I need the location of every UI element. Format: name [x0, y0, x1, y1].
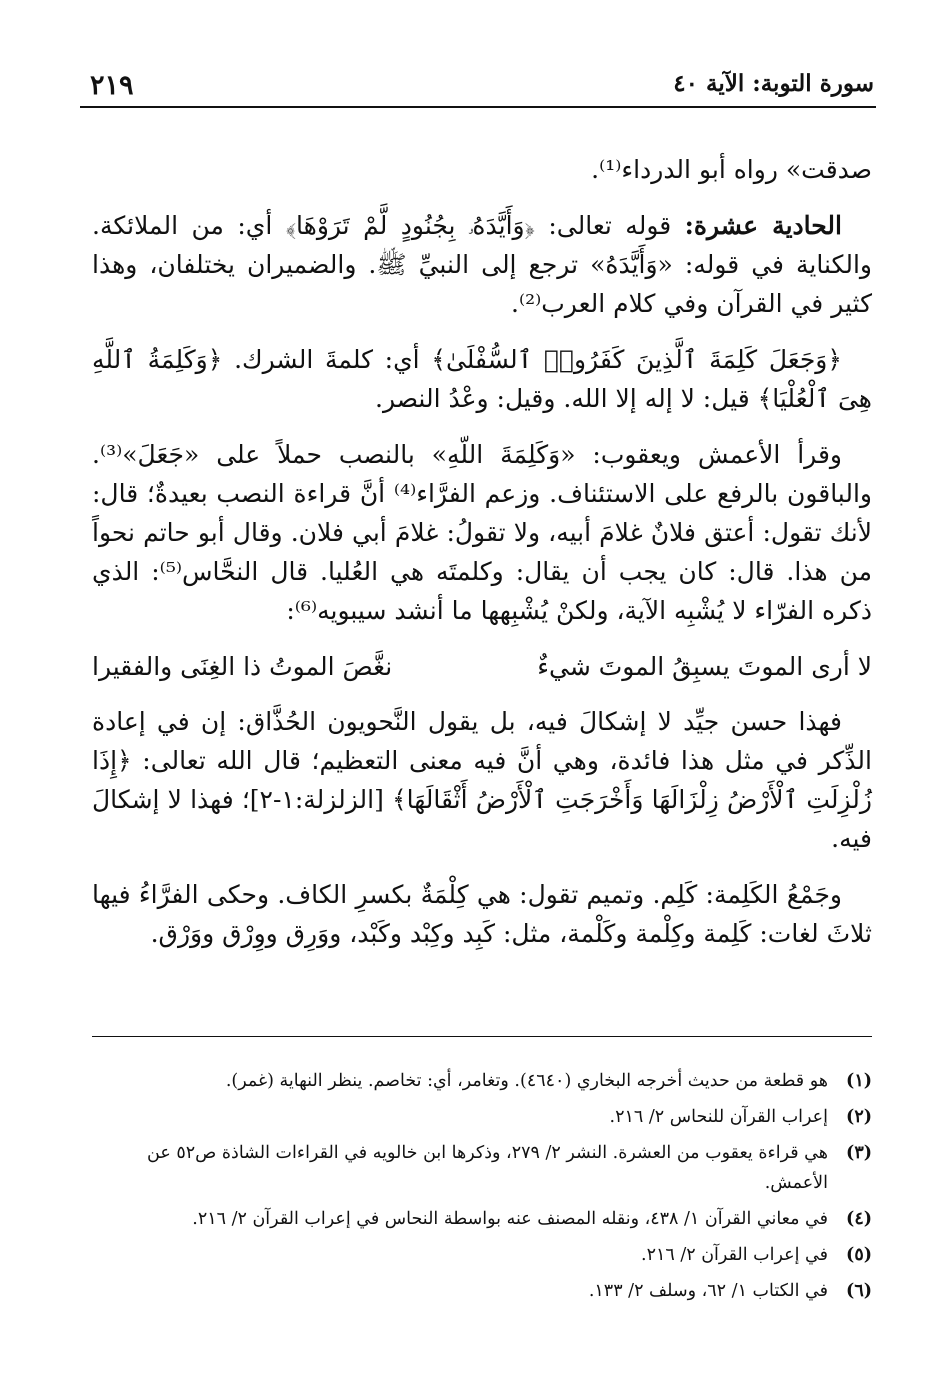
- footnote-text: في إعراب القرآن ٢/ ٢١٦.: [640, 1245, 828, 1265]
- footnotes: [92, 1066, 872, 1312]
- footnote-item: [92, 1240, 872, 1270]
- footnote-number: (٥): [846, 1245, 872, 1265]
- verse-first-hemistich: لا أرى الموتَ يسبِقُ الموتَ شيءٌ: [537, 652, 872, 681]
- page-header: [80, 62, 876, 108]
- footnote-text: هي قراءة يعقوب من العشرة. النشر ٢/ ٢٧٩، وذكرها ابن خالويه في القراءات الشاذة ص٥٢ عن الأعمش.: [147, 1143, 828, 1193]
- footnote-number: (٢): [846, 1107, 872, 1127]
- footnote-item: [92, 1066, 872, 1096]
- footnote-number: (٦): [846, 1281, 872, 1301]
- paragraph-1: صدقت» رواه أبو الدرداء⁽¹⁾.: [591, 155, 872, 184]
- footnote-text: في معاني القرآن ١/ ٤٣٨، ونقله المصنف عنه بواسطة النحاس في إعراب القرآن ٢/ ٢١٦.: [192, 1209, 828, 1229]
- footnote-number: (٤): [846, 1209, 872, 1229]
- footnote-item: [92, 1276, 872, 1306]
- footnote-number: (٣): [846, 1143, 872, 1163]
- footnote-item: [92, 1204, 872, 1234]
- paragraph-2-text: قوله تعالى: ﴿وَأَيَّدَهُۥ بِجُنُودٍ لَّمْ تَرَوْهَا﴾ أي: من الملائكة. والكناية في قوله: «وَأَيَّدَهُ» ترجع إلى النبيِّ ﷺ. والضميران يختلفان، وهذا كثير في القرآن وفي كلام العرب⁽²⁾.: [92, 211, 872, 318]
- paragraph-6: وجَمْعُ الكَلِمة: كَلِم. وتميم تقول: هي كِلْمَةٌ بكسرِ الكاف. وحكى الفرَّاءُ فيها ثلاثَ لغات: كَلِمة وكِلْمة وكَلْمة، مثل: كَبِد وكِبْد وكَبْد، ووَرِق ووِرْق ووَرْق.: [92, 880, 872, 948]
- paragraph-3: ﴿وَجَعَلَ كَلِمَةَ ٱلَّذِينَ كَفَرُوا۟ ٱلسُّفْلَىٰ﴾ أي: كلمةَ الشرك. ﴿وَكَلِمَةُ ٱللَّهِ هِىَ ٱلْعُلْيَا﴾ قيل: لا إله إلا الله. وقيل: وعْدُ النصر.: [92, 345, 872, 413]
- verse-second-hemistich: نغَّصَ الموتُ ذا الغِنَى والفقيرا: [92, 652, 393, 681]
- main-text: [92, 150, 872, 970]
- footnote-item: [92, 1138, 872, 1198]
- footnote-text: إعراب القرآن للنحاس ٢/ ٢١٦.: [609, 1107, 828, 1127]
- poetry-verse: [92, 647, 872, 686]
- footnote-text: هو قطعة من حديث أخرجه البخاري (٤٦٤٠). وتغامر، أي: تخاصم. ينظر النهاية (غمر).: [225, 1071, 828, 1091]
- footnote-divider: [92, 1036, 872, 1037]
- page-number: ٢١٩: [90, 70, 134, 101]
- paragraph-lead: الحادية عشرة:: [684, 211, 842, 240]
- footnote-number: (١): [846, 1071, 872, 1091]
- running-title: سورة التوبة: الآية ٤٠: [673, 70, 874, 97]
- paragraph-5: فهذا حسن جيِّد لا إشكالَ فيه، بل يقول النَّحويون الحُذَّاق: إن في إعادة الذِّكر في مثل هذا فائدة، وهي أنَّ فيه معنى التعظيم؛ قال الله تعالى: ﴿إِذَا زُلْزِلَتِ ٱلْأَرْضُ زِلْزَالَهَا وَأَخْرَجَتِ ٱلْأَرْضُ أَثْقَالَهَا﴾ [الزلزلة:١-٢]؛ فهذا لا إشكالَ فيه.: [92, 707, 872, 853]
- footnote-text: في الكتاب ١/ ٦٢، وسلف ٢/ ١٣٣.: [588, 1281, 828, 1301]
- paragraph-4: وقرأ الأعمش ويعقوب: «وَكَلِمَةَ اللّهِ» بالنصب حملاً على «جَعَلَ»⁽³⁾. والباقون بالرفع على الاستئناف. وزعم الفرَّاء⁽⁴⁾ أنَّ قراءة النصب بعيدةٌ؛ قال: لأنك تقول: أعتق فلانٌ غلامَ أبيه، ولا تقولُ: غلامَ أبي فلان. وقال أبو حاتم نحواً من هذا. قال: كان يجب أن يقال: وكلمتَه هي العُليا. قال النحَّاس⁽⁵⁾: الذي ذكره الفرّاء لا يُشْبِه الآية، ولكنْ يُشْبِهها ما أنشد سيبويه⁽⁶⁾:: [92, 440, 873, 625]
- footnote-item: [92, 1102, 872, 1132]
- paragraph-2: [92, 206, 872, 323]
